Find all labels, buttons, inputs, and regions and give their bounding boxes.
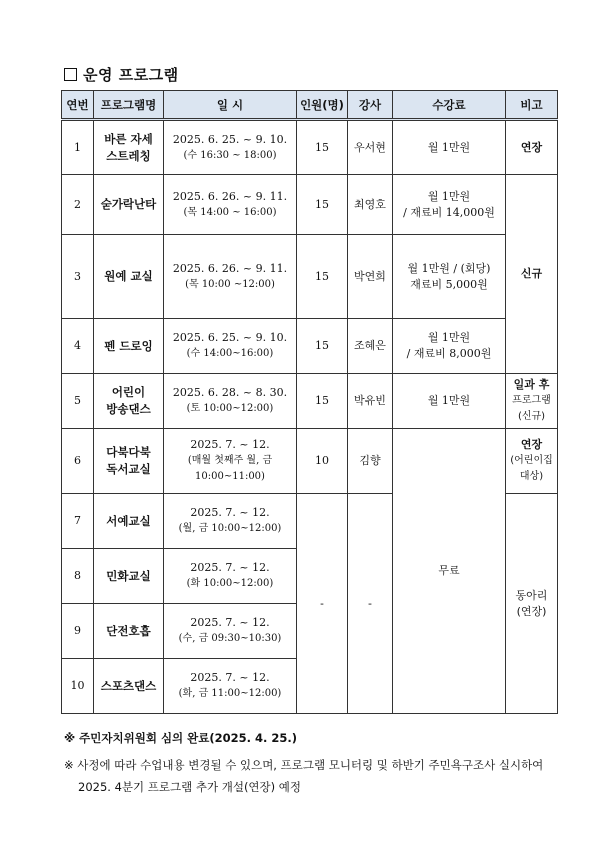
row-no: 2 bbox=[62, 175, 94, 235]
teacher: 박연희 bbox=[348, 235, 393, 319]
schedule: 2025. 6. 26. ~ 9. 11. (목 14:00 ~ 16:00) bbox=[164, 175, 297, 235]
fee: 월 1만원 bbox=[393, 120, 506, 175]
table-header-row bbox=[62, 91, 558, 120]
row-no: 10 bbox=[62, 659, 94, 714]
count: 15 bbox=[297, 175, 348, 235]
fee: 월 1만원 / 재료비 8,000원 bbox=[393, 319, 506, 374]
count: 10 bbox=[297, 429, 348, 494]
col-header-program: 프로그램명 bbox=[94, 91, 164, 120]
count-merged: - bbox=[297, 494, 348, 714]
program-name: 원예 교실 bbox=[94, 235, 164, 319]
schedule: 2025. 7. ~ 12. (매월 첫째주 월, 금 10:00~11:00) bbox=[164, 429, 297, 494]
schedule: 2025. 7. ~ 12. (화 10:00~12:00) bbox=[164, 549, 297, 604]
col-header-note: 비고 bbox=[506, 91, 558, 120]
table-row bbox=[62, 120, 558, 175]
col-header-datetime: 일 시 bbox=[164, 91, 297, 120]
section-title: 운영 프로그램 bbox=[83, 66, 179, 84]
schedule: 2025. 6. 28. ~ 8. 30. (토 10:00~12:00) bbox=[164, 374, 297, 429]
row-no: 3 bbox=[62, 235, 94, 319]
row-no: 9 bbox=[62, 604, 94, 659]
program-name: 단전호흡 bbox=[94, 604, 164, 659]
note: 연장 bbox=[506, 120, 558, 175]
notes bbox=[64, 730, 554, 798]
note-merged-club: 동아리 (연장) bbox=[506, 494, 558, 714]
note-merged-new: 신규 bbox=[506, 175, 558, 374]
schedule: 2025. 6. 25. ~ 9. 10. (수 16:30 ~ 18:00) bbox=[164, 120, 297, 175]
row-no: 8 bbox=[62, 549, 94, 604]
note-approval: ※ 주민자치위원회 심의 완료(2025. 4. 25.) bbox=[64, 731, 298, 745]
table-row bbox=[62, 235, 558, 319]
program-name: 다북다북 독서교실 bbox=[94, 429, 164, 494]
program-name: 스포츠댄스 bbox=[94, 659, 164, 714]
teacher: 우서현 bbox=[348, 120, 393, 175]
row-no: 7 bbox=[62, 494, 94, 549]
teacher: 최영호 bbox=[348, 175, 393, 235]
col-header-teacher: 강사 bbox=[348, 91, 393, 120]
program-name: 펜 드로잉 bbox=[94, 319, 164, 374]
teacher: 박유빈 bbox=[348, 374, 393, 429]
count: 15 bbox=[297, 235, 348, 319]
row-no: 4 bbox=[62, 319, 94, 374]
section-heading bbox=[64, 64, 179, 85]
schedule: 2025. 7. ~ 12. (수, 금 09:30~10:30) bbox=[164, 604, 297, 659]
table-row bbox=[62, 429, 558, 494]
program-name: 바른 자세 스트레칭 bbox=[94, 120, 164, 175]
count: 15 bbox=[297, 319, 348, 374]
col-header-count: 인원(명) bbox=[297, 91, 348, 120]
fee: 월 1만원 / 재료비 14,000원 bbox=[393, 175, 506, 235]
note: 일과 후 프로그램 (신규) bbox=[506, 374, 558, 429]
col-header-fee: 수강료 bbox=[393, 91, 506, 120]
program-name: 숟가락난타 bbox=[94, 175, 164, 235]
fee: 월 1만원 / (회당) 재료비 5,000원 bbox=[393, 235, 506, 319]
fee: 월 1만원 bbox=[393, 374, 506, 429]
teacher: 김향 bbox=[348, 429, 393, 494]
note: 연장 (어린이집 대상) bbox=[506, 429, 558, 494]
row-no: 1 bbox=[62, 120, 94, 175]
row-no: 5 bbox=[62, 374, 94, 429]
count: 15 bbox=[297, 120, 348, 175]
teacher-merged: - bbox=[348, 494, 393, 714]
checkbox-square-icon bbox=[64, 68, 77, 81]
schedule: 2025. 7. ~ 12. (화, 금 11:00~12:00) bbox=[164, 659, 297, 714]
program-name: 어린이 방송댄스 bbox=[94, 374, 164, 429]
schedule: 2025. 7. ~ 12. (월, 금 10:00~12:00) bbox=[164, 494, 297, 549]
fee-merged-free: 무료 bbox=[393, 429, 506, 714]
table-row bbox=[62, 319, 558, 374]
program-name: 민화교실 bbox=[94, 549, 164, 604]
teacher: 조혜은 bbox=[348, 319, 393, 374]
table-row bbox=[62, 175, 558, 235]
count: 15 bbox=[297, 374, 348, 429]
program-table bbox=[61, 90, 558, 714]
row-no: 6 bbox=[62, 429, 94, 494]
table-row bbox=[62, 374, 558, 429]
col-header-no: 연번 bbox=[62, 91, 94, 120]
note-change: ※ 사정에 따라 수업내용 변경될 수 있으며, 프로그램 모니터링 및 하반기 주민욕구조사 실시하여 2025. 4분기 프로그램 추가 개설(연장) 예정 bbox=[64, 758, 544, 794]
schedule: 2025. 6. 26. ~ 9. 11. (목 10:00 ~12:00) bbox=[164, 235, 297, 319]
program-name: 서예교실 bbox=[94, 494, 164, 549]
schedule: 2025. 6. 25. ~ 9. 10. (수 14:00~16:00) bbox=[164, 319, 297, 374]
